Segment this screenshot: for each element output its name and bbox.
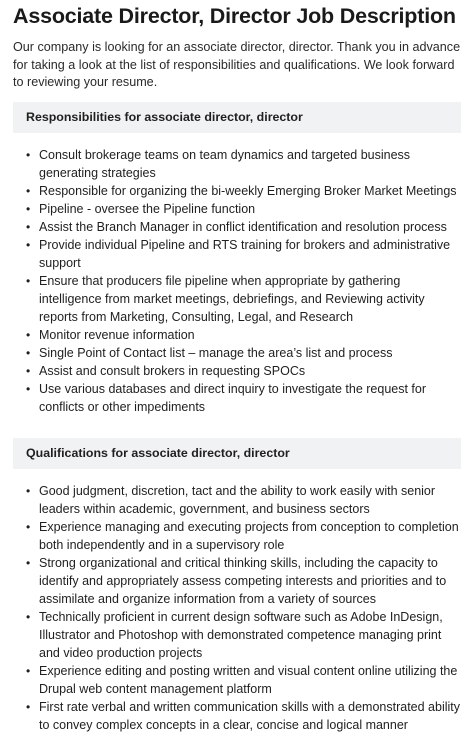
list-item xyxy=(13,698,461,734)
list-item xyxy=(13,236,461,272)
bullet-icon: • xyxy=(26,519,31,534)
list-item-text: Assist and consult brokers in requesting SPOCs xyxy=(39,363,306,378)
list-item-text: Responsible for organizing the bi-weekly Emerging Broker Market Meetings xyxy=(39,183,457,198)
list-item xyxy=(13,554,461,608)
list-item xyxy=(13,344,461,362)
list-item xyxy=(13,380,461,416)
bullet-icon: • xyxy=(26,219,31,234)
list-item-text: Use various databases and direct inquiry to investigate the request for conflicts or other impediments xyxy=(39,381,427,414)
list-item xyxy=(13,362,461,380)
bullet-icon: • xyxy=(26,483,31,498)
bullet-icon: • xyxy=(26,699,31,714)
bullet-icon: • xyxy=(26,381,31,396)
list-item-text: Single Point of Contact list – manage the area’s list and process xyxy=(39,345,393,360)
list-item xyxy=(13,518,461,554)
bullet-icon: • xyxy=(26,363,31,378)
bullet-icon: • xyxy=(26,273,31,288)
bullet-icon: • xyxy=(26,663,31,678)
list-item-text: Pipeline - oversee the Pipeline function xyxy=(39,201,256,216)
list-item-text: First rate verbal and written communication skills with a demonstrated ability to convey complex concepts in a clear, concise and logical manner xyxy=(39,699,461,732)
bullet-icon: • xyxy=(26,183,31,198)
bullet-icon: • xyxy=(26,345,31,360)
list-item-text: Provide individual Pipeline and RTS training for brokers and administrative support xyxy=(39,237,451,270)
bullet-icon: • xyxy=(26,327,31,342)
list-item-text: Good judgment, discretion, tact and the ability to work easily with senior leaders within academic, government, and business sectors xyxy=(39,483,436,516)
qualifications-heading: Qualifications for associate director, director xyxy=(13,438,461,469)
list-item-text: Strong organizational and critical thinking skills, including the capacity to identify and appropriately assess competing interests and priorities and to assimilate and organize information from a variety of sources xyxy=(39,555,447,606)
responsibilities-heading: Responsibilities for associate director, director xyxy=(13,102,461,133)
list-item xyxy=(13,608,461,662)
bullet-icon: • xyxy=(26,147,31,162)
page-title: Associate Director, Director Job Description xyxy=(13,4,456,28)
qualifications-list xyxy=(13,469,461,734)
list-item xyxy=(13,200,461,218)
bullet-icon: • xyxy=(26,609,31,624)
section-spacer xyxy=(13,416,461,428)
list-item xyxy=(13,272,461,326)
list-item xyxy=(13,482,461,518)
bullet-icon: • xyxy=(26,201,31,216)
list-item-text: Assist the Branch Manager in conflict identification and resolution process xyxy=(39,219,447,234)
list-item-text: Ensure that producers file pipeline when appropriate by gathering intelligence from market meetings, debriefings, and Reviewing activity reports from Marketing, Consulting, Legal, and Research xyxy=(39,273,425,324)
list-item xyxy=(13,218,461,236)
bullet-icon: • xyxy=(26,237,31,252)
list-item-text: Consult brokerage teams on team dynamics and targeted business generating strategies xyxy=(39,147,411,180)
list-item-text: Monitor revenue information xyxy=(39,327,195,342)
intro-paragraph: Our company is looking for an associate director, director. Thank you in advance for taking a look at the list of responsibilities and qualifications. We look forward to reviewing your resume. xyxy=(13,40,461,89)
list-item xyxy=(13,146,461,182)
list-item-text: Experience editing and posting written and visual content online utilizing the Drupal web content management platform xyxy=(39,663,458,696)
list-item xyxy=(13,182,461,200)
list-item xyxy=(13,326,461,344)
list-item xyxy=(13,662,461,698)
responsibilities-list xyxy=(13,133,461,416)
list-item-text: Experience managing and executing projects from conception to completion both independently and in a supervisory role xyxy=(39,519,459,552)
bullet-icon: • xyxy=(26,555,31,570)
list-item-text: Technically proficient in current design software such as Adobe InDesign, Illustrator and Photoshop with demonstrated competence managing print and video production projects xyxy=(39,609,443,660)
